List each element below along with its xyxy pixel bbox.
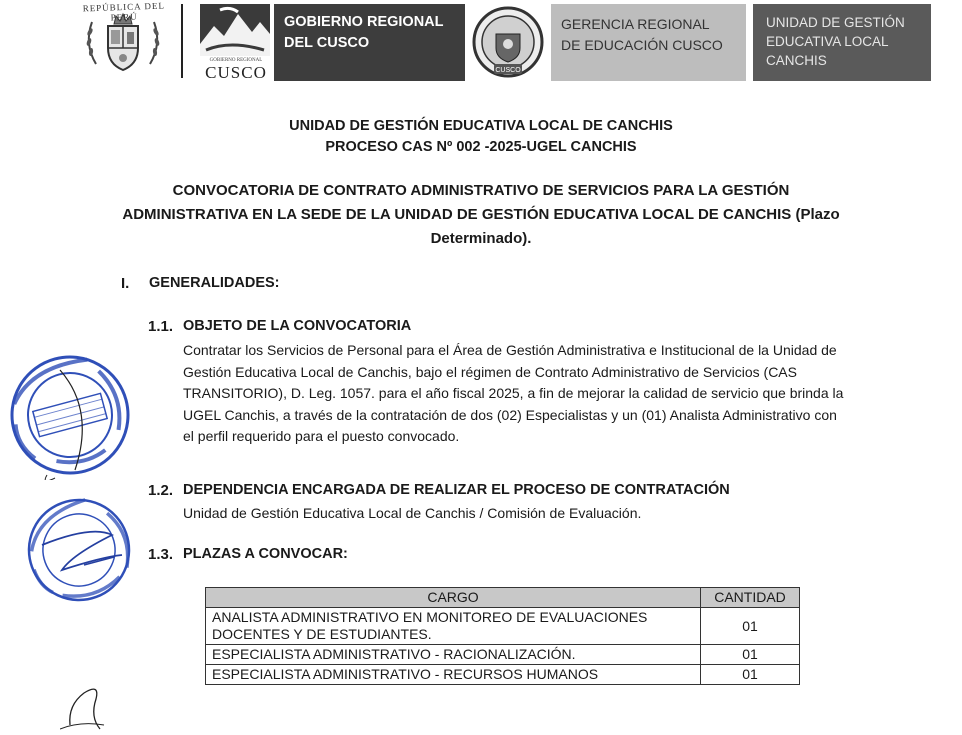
ugel-line-2: EDUCATIVA LOCAL: [766, 34, 889, 49]
cantidad-cell: 01: [701, 608, 800, 645]
jefe-stamp-icon: [22, 495, 137, 605]
section-1-title: GENERALIDADES:: [149, 275, 280, 291]
header-divider: [181, 4, 183, 78]
cargo-cell: [206, 608, 701, 645]
paragraph-line: UGEL Canchis, a través de la contratación de dos (02) Especialistas y un (01) Analista Administrativo con: [183, 406, 837, 423]
gobierno-line-2: DEL CUSCO: [284, 35, 370, 51]
doc-title-line-1: UNIDAD DE GESTIÓN EDUCATIVA LOCAL DE CANCHIS: [289, 118, 673, 134]
gerencia-line-1: GERENCIA REGIONAL: [561, 16, 710, 32]
sub-1-1-paragraph: [183, 340, 883, 448]
cantidad-cell: 01: [701, 645, 800, 665]
paragraph-line: el perfil requerido para el puesto convocado.: [183, 428, 460, 444]
table-row: [206, 665, 800, 685]
signature-mark-icon: [60, 675, 120, 730]
cusco-logo-word: CUSCO: [205, 63, 267, 82]
section-1-number: I.: [121, 275, 130, 292]
table-row: [206, 645, 800, 665]
table-header-row: [206, 588, 800, 608]
cargo-line: DOCENTES Y DE ESTUDIANTES.: [212, 626, 432, 642]
paragraph-line: Contratar los Servicios de Personal para el Área de Gestión Administrativa e Institucional de la Unidad de: [183, 342, 837, 358]
sub-1-1-number: 1.1.: [148, 318, 174, 335]
sub-1-3-number: 1.3.: [148, 546, 174, 563]
gobierno-regional-band: [274, 4, 465, 81]
sub-1-2-title: DEPENDENCIA ENCARGADA DE REALIZAR EL PROCESO DE CONTRATACIÓN: [183, 482, 730, 498]
cargo-cell: ESPECIALISTA ADMINISTRATIVO - RECURSOS HUMANOS: [206, 665, 701, 685]
sub-1-2-text: Unidad de Gestión Educativa Local de Canchis / Comisión de Evaluación.: [183, 505, 642, 521]
ugel-line-3: CANCHIS: [766, 53, 827, 68]
doc-title-line-2: PROCESO CAS Nº 002 -2025-UGEL CANCHIS: [325, 139, 637, 155]
cusco-small-text: GOBIERNO REGIONAL: [209, 58, 263, 63]
sub-1-2-number: 1.2.: [148, 482, 174, 499]
gerencia-regional-band: [551, 4, 746, 81]
gerencia-line-2: DE EDUCACIÓN CUSCO: [561, 37, 723, 53]
ugel-band: [753, 4, 931, 81]
crest-arc-text: REPÚBLICA DEL PERÚ: [82, 0, 166, 23]
paragraph-line: Gestión Educativa Local de Canchis, bajo el régimen de Contrato Administrativo de Servicios (CAS: [183, 363, 797, 380]
seal-label: CUSCO: [495, 67, 521, 74]
cantidad-cell: 01: [701, 665, 800, 685]
sub-1-1-title: OBJETO DE LA CONVOCATORIA: [183, 318, 412, 334]
header-cargo: CARGO: [206, 588, 701, 608]
convocatoria-line-3: Determinado).: [430, 230, 532, 247]
plazas-table: [205, 587, 800, 685]
gobierno-line-1: GOBIERNO REGIONAL: [284, 14, 444, 30]
paragraph-line: TRANSITORIO), D. Leg. 1057. para el año fiscal 2025, a fin de mejorar la calidad de servicio que brinda la: [183, 385, 844, 401]
convocatoria-line-2: ADMINISTRATIVA EN LA SEDE DE LA UNIDAD DE GESTIÓN EDUCATIVA LOCAL DE CANCHIS (Plazo: [122, 206, 840, 223]
cargo-line: ANALISTA ADMINISTRATIVO EN MONITOREO DE EVALUACIONES: [212, 609, 648, 625]
ugel-line-1: UNIDAD DE GESTIÓN: [766, 15, 905, 30]
sub-1-3-title: PLAZAS A CONVOCAR:: [183, 546, 348, 562]
cargo-cell: ESPECIALISTA ADMINISTRATIVO - RACIONALIZACIÓN.: [206, 645, 701, 665]
cusco-mountain-logo-icon: [200, 4, 270, 54]
personal-office-stamp-icon: [5, 350, 135, 480]
table-row: [206, 608, 800, 645]
header-cantidad: CANTIDAD: [701, 588, 800, 608]
convocatoria-line-1: CONVOCATORIA DE CONTRATO ADMINISTRATIVO DE SERVICIOS PARA LA GESTIÓN: [172, 182, 790, 199]
gerencia-seal-icon: [468, 4, 548, 81]
